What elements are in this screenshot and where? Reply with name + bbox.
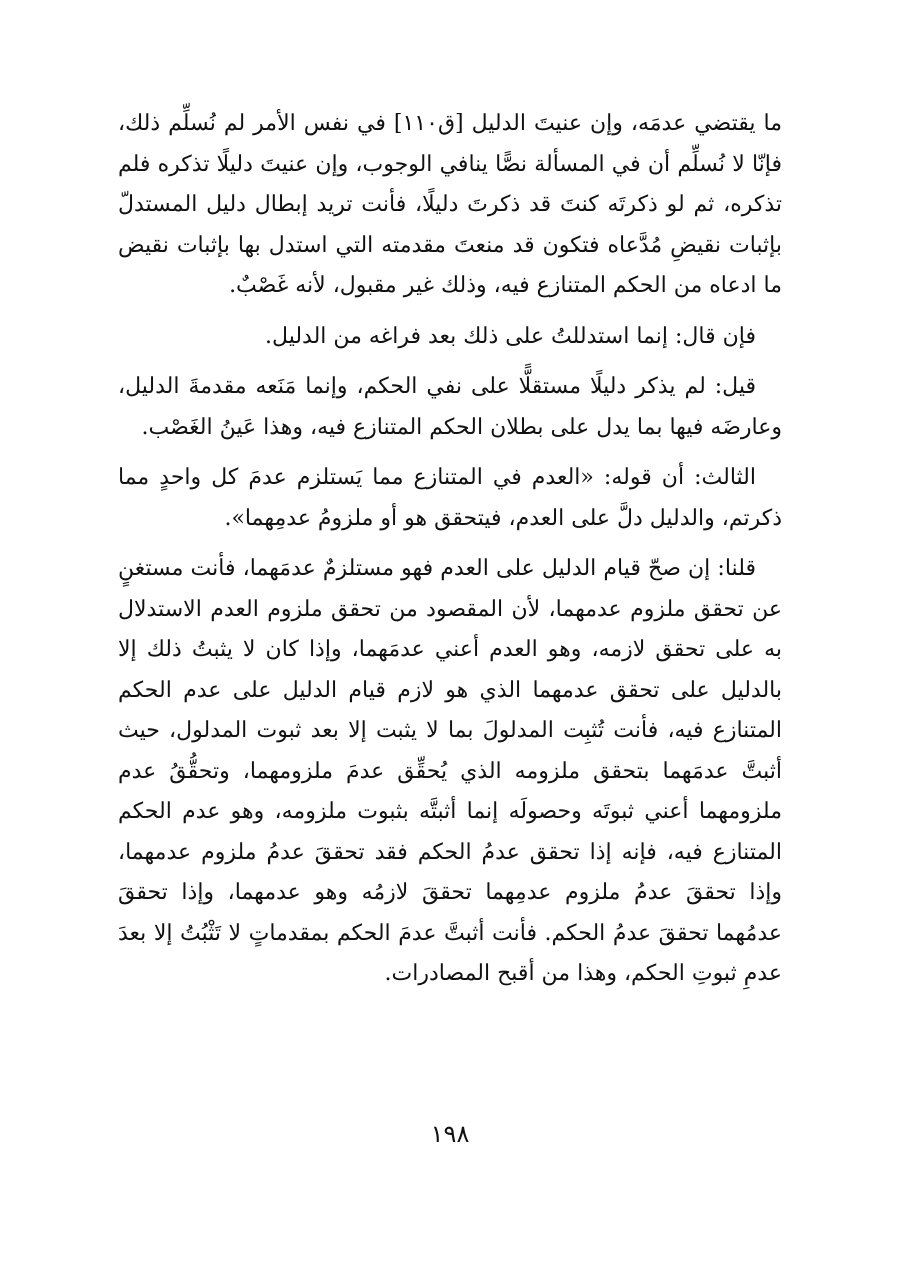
paragraph-5: قلنا: إن صحّ قيام الدليل على العدم فهو مستلزمٌ عدمَهما، فأنت مستغنٍ عن تحقق ملزوم عدمهما، لأن المقصود من تحقق ملزوم العدم الاستدلال به على تحقق لازمه، وهو العدم أعني عدمَهما، وإذا كان لا يثبتُ ذلك إلا بالدليل على تحقق عدمهما الذي هو لازم قيام الدليل على عدم الحكم المتنازع فيه، فأنت تُثبِت المدلولَ بما لا يثبت إلا بعد ثبوت المدلول، حيث أثبتَّ عدمَهما بتحقق ملزومه الذي يُحقِّق عدمَ ملزومهما، وتحقُّقُ عدم ملزومهما أعني ثبوتَه وحصولَه إنما أثبتَّه بثبوت ملزومه، وهو عدم الحكم المتنازع فيه، فإنه إذا تحقق عدمُ الحكم فقد تحققَ عدمُ ملزوم عدمهما، وإذا تحققَ عدمُ ملزوم عدمِهما تحققَ لازمُه وهو عدمهما، وإذا تحققَ عدمُهما تحققَ عدمُ الحكم. فأنت أثبتَّ عدمَ الحكم بمقدماتٍ لا تَثْبُتُ إلا بعدَ عدمِ ثبوتِ الحكم، وهذا من أقبح المصادرات.: [118, 556, 782, 986]
paragraph-1: ما يقتضي عدمَه، وإن عنيتَ الدليل [ق١١٠] في نفس الأمر لم نُسلِّم ذلك، فإنّا لا نُسلِّم أن في المسألة نصًّا ينافي الوجوب، وإن عنيتَ دليلًا تذكره فلم تذكره، ثم لو ذكرتَه كنتَ قد ذكرتَ دليلًا، فأنت تريد إبطال دليل المستدلّ بإثبات نقيضِ مُدَّعاه فتكون قد منعتَ مقدمته التي استدل بها بإثبات نقيض ما ادعاه من الحكم المتنازع فيه، وذلك غير مقبول، لأنه غَصْبٌ.: [118, 111, 783, 298]
paragraph-4: الثالث: أن قوله: «العدم في المتنازع مما يَستلزم عدمَ كل واحدٍ مما ذكرتم، والدليل دلَّ على العدم، فيتحقق هو أو ملزومُ عدمِهما».: [118, 465, 782, 531]
page-number: ١٩٨: [430, 1120, 470, 1148]
body-text: [118, 104, 782, 1005]
paragraph-3: قيل: لم يذكر دليلًا مستقلًّا على نفي الحكم، وإنما مَنَعه مقدمةَ الدليل، وعارضَه فيها بما يدل على بطلان الحكم المتنازع فيه، وهذا عَينُ الغَصْب.: [118, 374, 782, 440]
paragraph-2: فإن قال: إنما استدللتُ على ذلك بعد فراغه من الدليل.: [265, 323, 756, 349]
